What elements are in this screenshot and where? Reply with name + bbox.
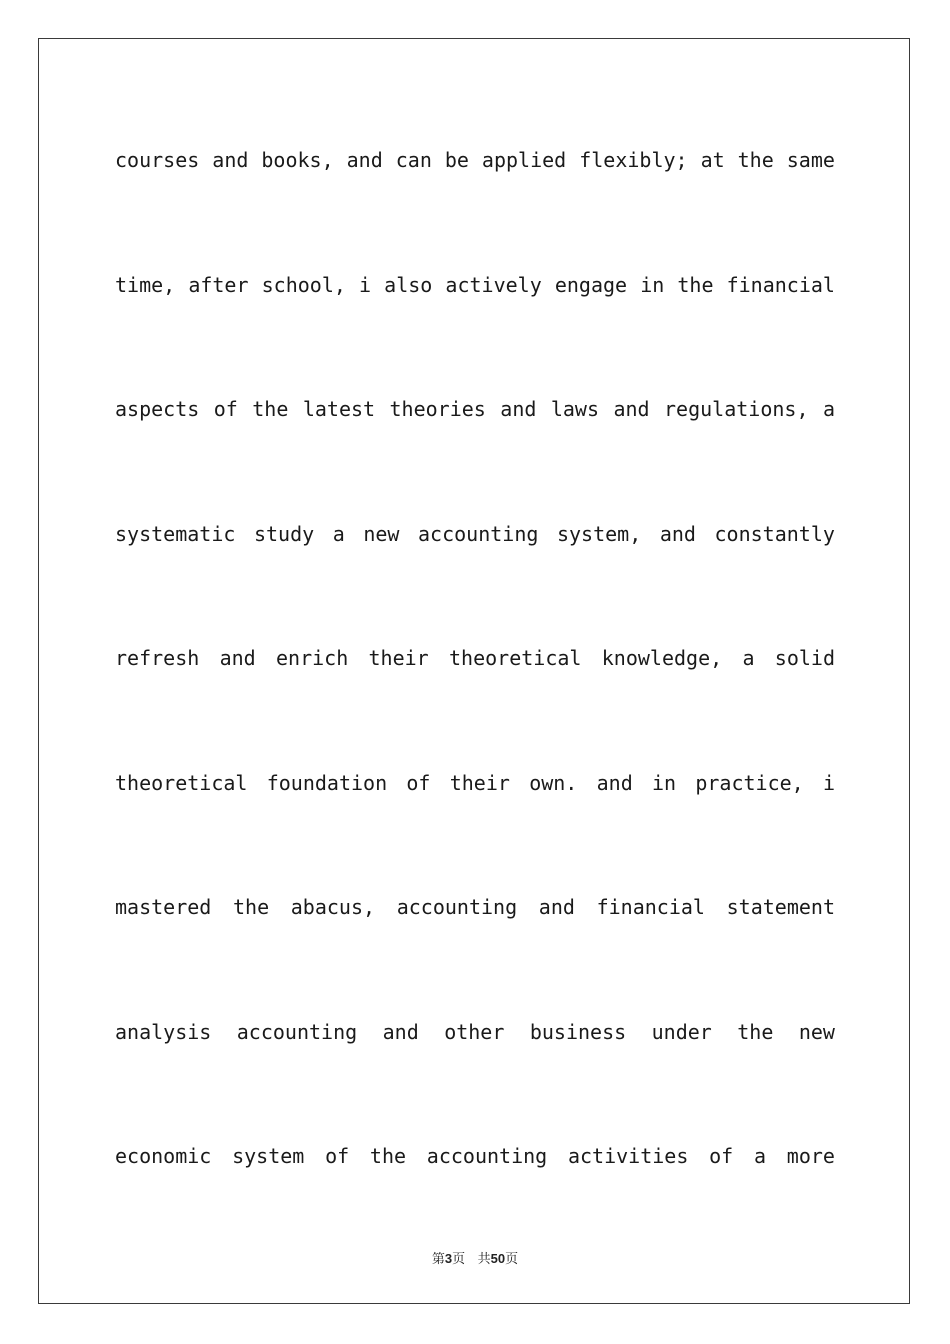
text-line-8: analysis accounting and other business under the new [115,1019,835,1044]
text-line-3: aspects of the latest theories and laws and regulations, a [115,397,835,421]
text-line-2: time, after school, i also actively engage in the financial [115,272,835,297]
page-prefix: 第 [431,1252,445,1267]
text-line-5: refresh and enrich their theoretical knowledge, a solid [115,646,835,670]
page-suffix: 页 [452,1252,466,1267]
page-footer [0,1248,950,1267]
text-line-6: theoretical foundation of their own. and in practice, i [115,770,835,795]
page-number: 3 [444,1251,453,1266]
total-prefix: 共 [477,1252,491,1267]
total-suffix: 页 [505,1252,519,1267]
text-line-7: mastered the abacus, accounting and financial statement [115,895,835,919]
total-pages: 50 [490,1251,506,1266]
text-line-4: systematic study a new accounting system, and constantly [115,521,835,546]
text-line-1: courses and books, and can be applied flexibly; at the same [115,148,835,172]
text-line-9: economic system of the accounting activities of a more [115,1144,835,1168]
document-body [115,150,835,1271]
